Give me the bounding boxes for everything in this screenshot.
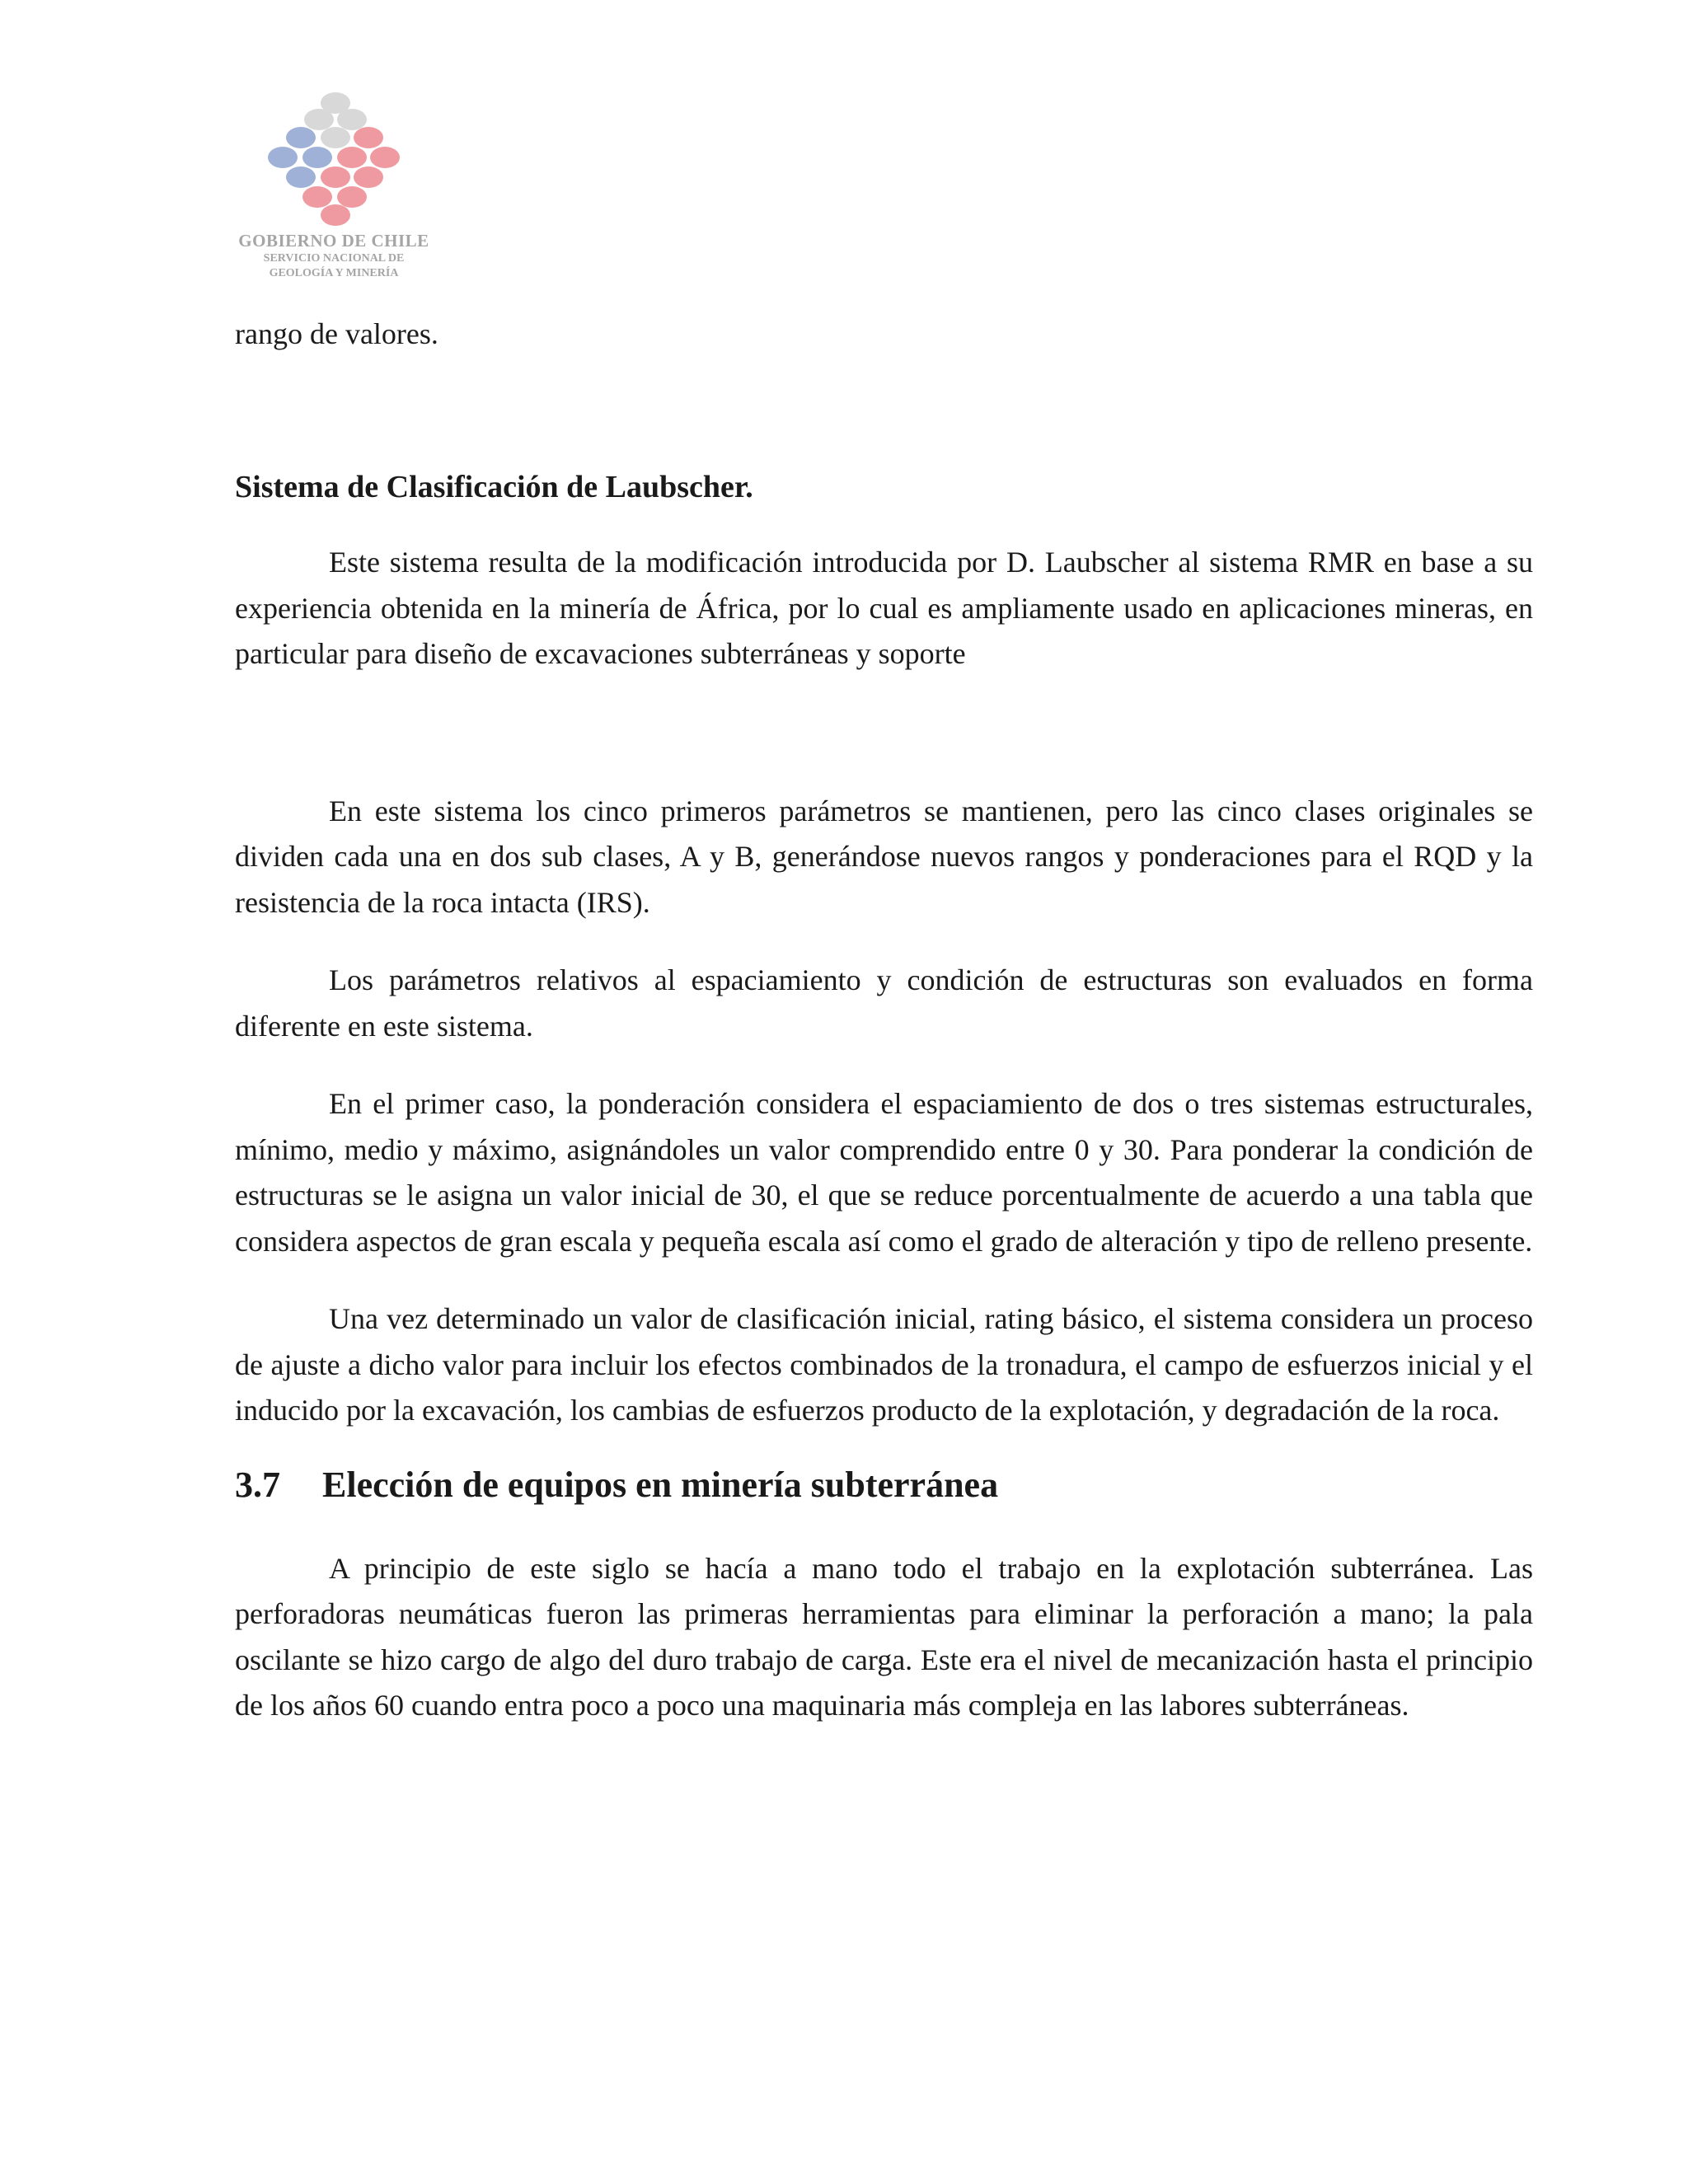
logo-tile — [370, 147, 400, 168]
logo-line-geologia: GEOLOGÍA Y MINERÍA — [269, 267, 399, 279]
logo-tile — [302, 147, 332, 168]
section-paragraph: A principio de este siglo se hacía a mano todo el trabajo en la explotación subterránea. Las perforadoras neumáticas fueron las primeras herramientas para eliminar la perforación a mano; la pala oscilante se hizo cargo de algo del duro trabajo de carga. Este era el nivel de mecanización hasta el principio de los años 60 cuando entra poco a poco una maquinaria más compleja en las labores subterráneas. — [235, 1551, 1533, 1722]
agency-logo — [235, 87, 433, 288]
section-number: 3.7 — [235, 1464, 280, 1505]
logo-tile — [337, 147, 367, 168]
logo-tile — [321, 127, 350, 148]
paragraph-2: En este sistema los cinco primeros parámetros se mantienen, pero las cinco clases originales se dividen cada una en dos sub clases, A y B, generándose nuevos rangos y ponderaciones para el RQD y la resistencia de la roca intacta (IRS). — [235, 794, 1533, 919]
logo-line-gobierno: GOBIERNO DE CHILE — [238, 231, 429, 251]
logo-tile — [354, 127, 383, 148]
paragraph-4: En el primer caso, la ponderación considera el espaciamiento de dos o tres sistemas estructurales, mínimo, medio y máximo, asignándoles un valor comprendido entre 0 y 30. Para ponderar la condición de estructuras se le asigna un valor inicial de 30, el que se reduce porcentualmente de acuerdo a una tabla que considera aspectos de gran escala y pequeña escala así como el grado de alteración y tipo de relleno presente. — [235, 1087, 1533, 1258]
logo-tile — [321, 204, 350, 226]
logo-diamond-mark — [261, 87, 406, 227]
logo-tile — [354, 166, 383, 188]
logo-tile — [321, 166, 350, 188]
logo-tile — [302, 186, 332, 208]
logo-line-servicio: SERVICIO NACIONAL DE — [263, 252, 405, 265]
page-content — [235, 312, 1533, 1729]
logo-tile — [337, 109, 367, 130]
logo-tile — [337, 186, 367, 208]
paragraph-5: Una vez determinado un valor de clasificación inicial, rating básico, el sistema considera un proceso de ajuste a dicho valor para incluir los efectos combinados de la tronadura, el campo de esfuerzos inicial y el inducido por la excavación, los cambias de esfuerzos producto de la explotación, y degradación de la roca. — [235, 1302, 1533, 1427]
subheading-laubscher: Sistema de Clasificación de Laubscher. — [235, 469, 753, 504]
logo-tile — [304, 109, 334, 130]
logo-tile — [268, 147, 298, 168]
intro-text: rango de valores. — [235, 317, 438, 350]
section-heading — [235, 1460, 1533, 1510]
section-title: Elección de equipos en minería subterránea — [322, 1464, 999, 1505]
logo-tile — [286, 166, 316, 188]
logo-tile — [286, 127, 316, 148]
paragraph-3: Los parámetros relativos al espaciamiento y condición de estructuras son evaluados en forma diferente en este sistema. — [235, 963, 1533, 1043]
paragraph-1: Este sistema resulta de la modificación introducida por D. Laubscher al sistema RMR en base a su experiencia obtenida en la minería de África, por lo cual es ampliamente usado en aplicaciones mineras, en particular para diseño de excavaciones subterráneas y soporte — [235, 546, 1533, 670]
